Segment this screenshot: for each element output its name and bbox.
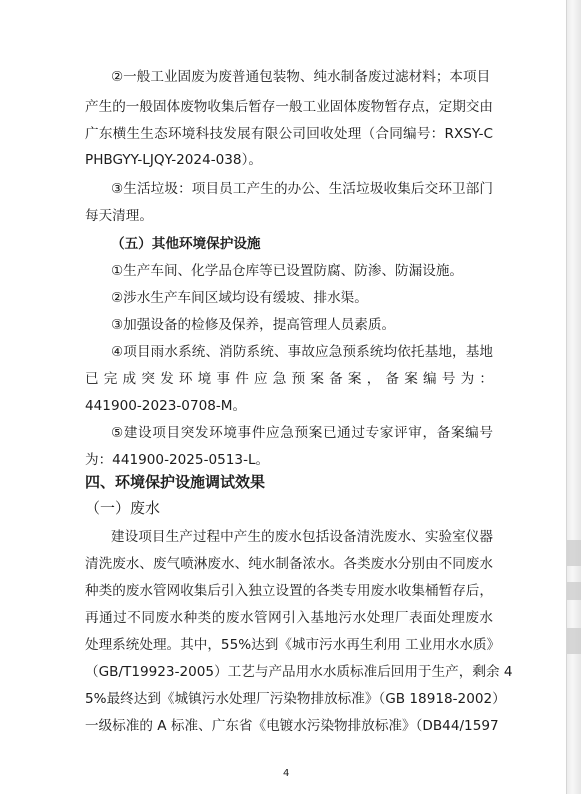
seal-fragment xyxy=(567,582,581,600)
text-line: 种类的废水管网收集后引入独立设置的各类专用废水收集桶暂存后， xyxy=(85,583,493,599)
section-heading: （一）废水 xyxy=(85,499,161,517)
text-line: （GB/T19923-2005）工艺与产品用水水质标准后回用于生产，剩余 4 xyxy=(85,664,513,680)
text-line: 已完成突发环境事件应急预案备案，备案编号为： xyxy=(85,371,493,387)
text-line: ④项目雨水系统、消防系统、事故应急预系统均依托基地，基地 xyxy=(111,344,493,360)
text-line: ③生活垃圾：项目员工产生的办公、生活垃圾收集后交环卫部门 xyxy=(111,181,493,197)
seal-fragment xyxy=(567,540,581,566)
text-line: 建设项目生产过程中产生的废水包括设备清洗废水、实验室仪器 xyxy=(111,529,493,545)
seal-fragment xyxy=(567,628,581,654)
section-heading: （五）其他环境保护设施 xyxy=(111,236,261,252)
page-number: 4 xyxy=(283,768,290,779)
text-line: 广东横生生态环境科技发展有限公司回收处理（合同编号：RXSY-C xyxy=(85,126,493,142)
page-edge xyxy=(566,0,581,794)
text-line: ①生产车间、化学品仓库等已设置防腐、防渗、防漏设施。 xyxy=(111,263,464,279)
text-line: ②一般工业固废为废普通包装物、纯水制备废过滤材料；本项目 xyxy=(111,69,491,85)
text-line: 每天清理。 xyxy=(85,208,153,224)
text-line: 产生的一般固体废物收集后暂存一般工业固体废物暂存点，定期交由 xyxy=(85,99,493,115)
text-line: 5%最终达到《城镇污水处理厂污染物排放标准》（GB 18918-2002） xyxy=(85,691,506,707)
text-line: 处理系统处理。其中，55%达到《城市污水再生利用 工业用水水质》 xyxy=(85,637,501,653)
text-line: 清洗废水、废气喷淋废水、纯水制备浓水。各类废水分别由不同废水 xyxy=(85,556,493,572)
text-line: ③加强设备的检修及保养，提高管理人员素质。 xyxy=(111,317,396,333)
text-line: ⑤建设项目突发环境事件应急预案已通过专家评审，备案编号 xyxy=(111,425,493,441)
text-line: 441900-2023-0708-M。 xyxy=(85,398,247,414)
text-line: 一级标准的 A 标准、广东省《电镀水污染物排放标准》（DB44/1597 xyxy=(85,718,499,734)
text-line: PHBGYY-LJQY-2024-038）。 xyxy=(85,152,262,168)
text-line: ②涉水生产车间区域均设有缓坡、排水渠。 xyxy=(111,290,368,306)
text-line: 为：441900-2025-0513-L。 xyxy=(85,452,270,468)
chapter-heading: 四、环境保护设施调试效果 xyxy=(85,473,266,491)
text-line: 再通过不同废水种类的废水管网引入基地污水处理厂表面处理废水 xyxy=(85,610,493,626)
